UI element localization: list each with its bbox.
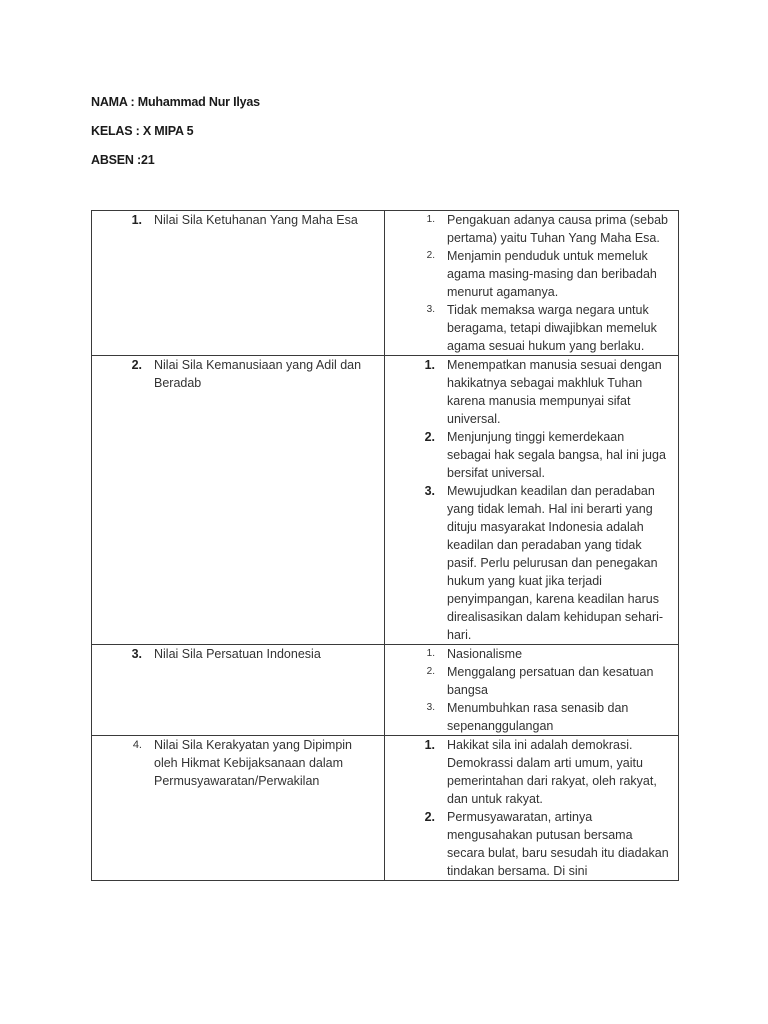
student-class-line: KELAS : X MIPA 5 bbox=[91, 124, 194, 138]
pancasila-values-table bbox=[91, 210, 679, 881]
point-number: 1. bbox=[426, 648, 435, 659]
point-text: Hakikat sila ini adalah demokrasi. Demokrassi dalam arti umum, yaitu pemerintahan dari rakyat, oleh rakyat, dan untuk rakyat. bbox=[447, 738, 657, 806]
point-number: 1. bbox=[424, 358, 435, 372]
list-item bbox=[385, 301, 678, 355]
point-text: Tidak memaksa warga negara untuk beragama, tetapi diwajibkan memeluk agama sesuai hukum yang berlaku. bbox=[447, 303, 657, 353]
list-item bbox=[385, 663, 678, 699]
sila-title: Nilai Sila Kerakyatan yang Dipimpin oleh Hikmat Kebijaksanaan dalam Permusyawaratan/Perwakilan bbox=[154, 738, 353, 788]
table-row bbox=[92, 211, 679, 356]
student-absen-line: ABSEN :21 bbox=[91, 153, 155, 167]
sila-title-cell bbox=[92, 211, 385, 356]
table-row bbox=[92, 356, 679, 645]
point-number: 1. bbox=[424, 738, 435, 752]
point-number: 2. bbox=[426, 250, 435, 261]
point-text: Pengakuan adanya causa prima (sebab pertama) yaitu Tuhan Yang Maha Esa. bbox=[447, 213, 668, 245]
point-number: 1. bbox=[426, 214, 435, 225]
point-number: 2. bbox=[426, 666, 435, 677]
sila-title-cell bbox=[92, 356, 385, 645]
list-item bbox=[385, 356, 678, 428]
list-item bbox=[385, 645, 678, 663]
sila-points-cell bbox=[385, 645, 679, 736]
sila-number: 1. bbox=[131, 213, 142, 227]
sila-title-cell bbox=[92, 736, 385, 881]
point-number: 3. bbox=[426, 304, 435, 315]
point-number: 3. bbox=[424, 484, 435, 498]
point-text: Mewujudkan keadilan dan peradaban yang tidak lemah. Hal ini berarti yang dituju masyarakat Indonesia adalah keadilan dan peradaban yang tidak pasif. Perlu pelurusan dan penegakan hukum yang kuat jika terjadi penyimpangan, karena keadilan harus direalisasikan dalam kehidupan sehari-hari. bbox=[447, 484, 664, 642]
sila-title: Nilai Sila Ketuhanan Yang Maha Esa bbox=[154, 213, 358, 227]
sila-points-list bbox=[385, 645, 678, 735]
sila-points-cell bbox=[385, 211, 679, 356]
point-number: 2. bbox=[424, 810, 435, 824]
sila-points-list bbox=[385, 736, 678, 880]
sila-number: 4. bbox=[132, 739, 142, 751]
student-name-line: NAMA : Muhammad Nur Ilyas bbox=[91, 95, 260, 109]
point-text: Nasionalisme bbox=[447, 647, 523, 661]
list-item bbox=[385, 482, 678, 644]
sila-points-list bbox=[385, 356, 678, 644]
point-text: Permusyawaratan, artinya mengusahakan putusan bersama secara bulat, baru sesudah itu diadakan tindakan bersama. Di sini bbox=[447, 810, 669, 878]
sila-title-cell bbox=[92, 645, 385, 736]
sila-title: Nilai Sila Kemanusiaan yang Adil dan Beradab bbox=[154, 358, 362, 390]
list-item bbox=[385, 211, 678, 247]
point-text: Menjamin penduduk untuk memeluk agama masing-masing dan beribadah menurut agamanya. bbox=[447, 249, 657, 299]
list-item bbox=[385, 428, 678, 482]
sila-number: 3. bbox=[131, 647, 142, 661]
sila-title: Nilai Sila Persatuan Indonesia bbox=[154, 647, 321, 661]
table-row bbox=[92, 645, 679, 736]
point-text: Menggalang persatuan dan kesatuan bangsa bbox=[447, 665, 654, 697]
sila-points-list bbox=[385, 211, 678, 355]
point-number: 2. bbox=[424, 430, 435, 444]
sila-points-cell bbox=[385, 356, 679, 645]
list-item bbox=[385, 247, 678, 301]
point-number: 3. bbox=[426, 702, 435, 713]
point-text: Menjunjung tinggi kemerdekaan sebagai hak segala bangsa, hal ini juga bersifat universal. bbox=[447, 430, 666, 480]
point-text: Menempatkan manusia sesuai dengan hakikatnya sebagai makhluk Tuhan karena manusia mempunyai sifat universal. bbox=[447, 358, 662, 426]
list-item bbox=[385, 808, 678, 880]
table-row bbox=[92, 736, 679, 881]
sila-number: 2. bbox=[131, 358, 142, 372]
point-text: Menumbuhkan rasa senasib dan sepenanggulangan bbox=[447, 701, 629, 733]
list-item bbox=[385, 699, 678, 735]
sila-points-cell bbox=[385, 736, 679, 881]
list-item bbox=[385, 736, 678, 808]
